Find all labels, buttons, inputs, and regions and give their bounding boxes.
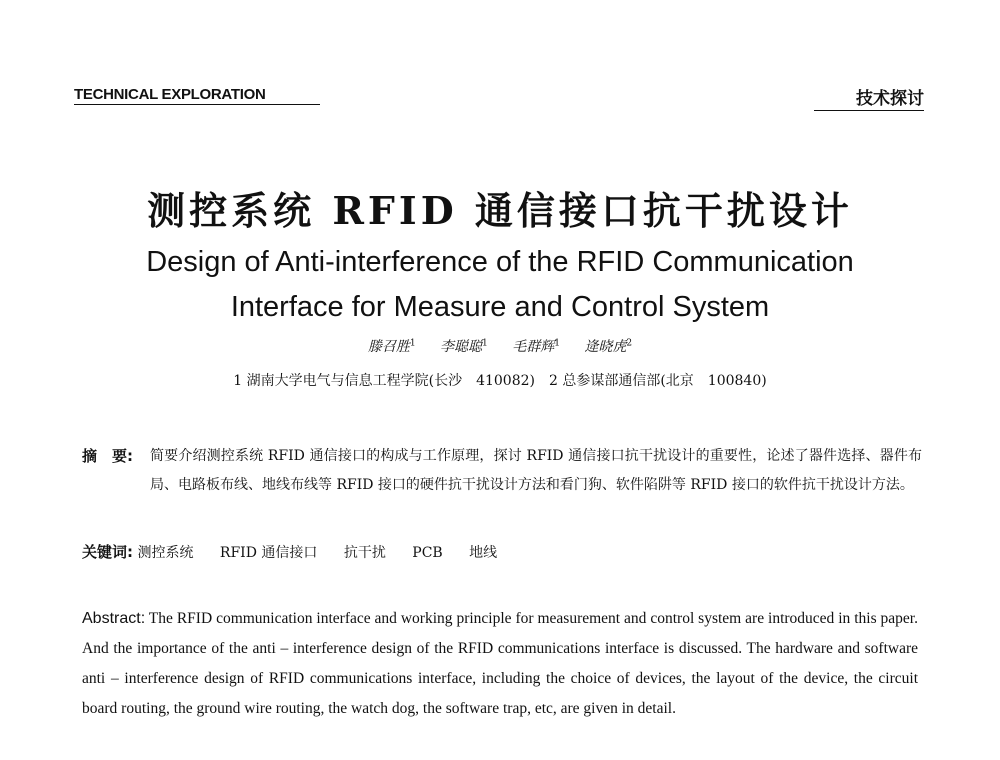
abstract-english bbox=[82, 604, 918, 724]
author-affiliation-mark: 1 bbox=[409, 338, 416, 349]
abstract-chinese bbox=[82, 442, 922, 500]
author-list bbox=[0, 336, 1000, 356]
author-affiliation-mark: 2 bbox=[626, 338, 633, 349]
header-section-label-cn: 技术探讨 bbox=[814, 84, 924, 111]
title-english-line-1: Design of Anti-interference of the RFID Communication bbox=[146, 246, 854, 278]
author: 毛群辉$^1$ bbox=[512, 338, 560, 355]
keyword: 抗干扰 bbox=[343, 545, 386, 561]
author: 逄晓虎$^2$ bbox=[584, 338, 633, 355]
abstract-english-label: Abstract: bbox=[82, 610, 146, 627]
keywords bbox=[82, 541, 922, 562]
keyword: PCB bbox=[412, 545, 443, 561]
keyword: RFID 通信接口 bbox=[219, 545, 318, 561]
header-section-label: TECHNICAL EXPLORATION bbox=[74, 86, 320, 105]
title-english-line-2: Interface for Measure and Control System bbox=[230, 291, 770, 323]
keyword: 测控系统 bbox=[137, 545, 194, 561]
title-chinese: 测控系统 RFID 通信接口抗干扰设计 bbox=[147, 188, 853, 233]
author: 李聪聪$^1$ bbox=[440, 338, 488, 355]
abstract-chinese-label: 摘 要: bbox=[82, 447, 133, 465]
abstract-chinese-text: 简要介绍测控系统 RFID 通信接口的构成与工作原理，探讨 RFID 通信接口抗干扰设计的重要性，论述了器件选择、器件布局、电路板布线、地线布线等 RFID 接口的硬件抗干扰设计方法和看门狗、软件陷阱等 RFID 接口的软件抗干扰设计方法。 bbox=[150, 448, 922, 493]
abstract-english-text: The RFID communication interface and working principle for measurement and control system are introduced in this paper. And the importance of the anti – interference design of the RFID communications interface is discussed. The hardware and software anti – interference design of RFID communications interface, including the choice of devices, the layout of the device, the circuit board routing, the ground wire routing, the watch dog, the software trap, etc, are given in detail. bbox=[82, 610, 918, 717]
keywords-label: 关键词: bbox=[82, 543, 133, 561]
author: 滕召胜$^1$ bbox=[367, 338, 416, 355]
author-affiliation-mark: 1 bbox=[482, 338, 488, 349]
keyword: 地线 bbox=[469, 545, 498, 561]
author-affiliation-mark: 1 bbox=[554, 338, 560, 349]
affiliations: 1 湖南大学电气与信息工程学院(长沙 410082) 2 总参谋部通信部(北京 100840) bbox=[233, 373, 767, 389]
